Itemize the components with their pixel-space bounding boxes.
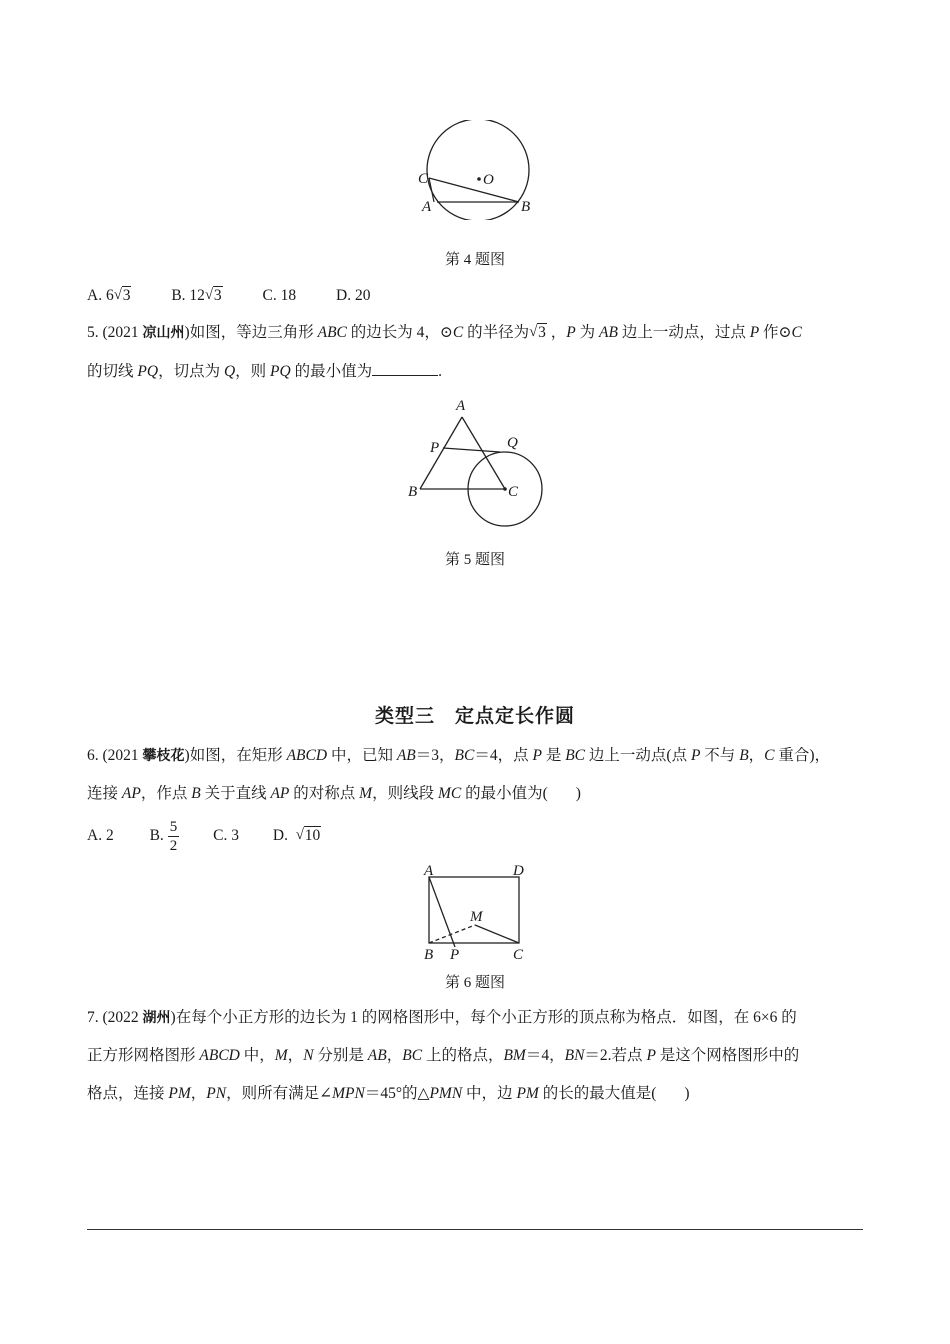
- q6-option-a: A. 2: [87, 827, 114, 845]
- q4-option-d: D. 20: [336, 287, 371, 304]
- q4-label-C: C: [418, 171, 429, 187]
- q6-option-b: B. $\frac{5}{2}$: [149, 819, 178, 854]
- q7-line1: 7. (2022 湖州)在每个小正方形的边长为 1 的网格图形中，每个小正方形的顶点称为格点．如图，在 6×6 的: [87, 1009, 797, 1026]
- q5-line2: 的切线 PQ，切点为 Q，则 PQ 的最小值为 .: [87, 363, 442, 380]
- q4-option-b: B. 12 √ 3: [171, 287, 222, 304]
- sqrt-symbol: √ 3: [204, 287, 222, 304]
- q4-options: [87, 286, 406, 306]
- q6-label-C: C: [513, 947, 524, 963]
- q4-option-c: C. 18: [262, 287, 297, 304]
- q6-line2: 连接 AP，作点 B 关于直线 AP 的对称点 M，则线段 MC 的最小值为( ): [87, 785, 581, 802]
- q6-option-c: C. 3: [213, 827, 240, 845]
- q5-label-B: B: [408, 484, 418, 500]
- q6-label-M: M: [470, 909, 483, 925]
- q6-label-B: B: [424, 947, 434, 963]
- q4-label-B: B: [521, 199, 531, 215]
- q6-options: [87, 818, 357, 855]
- section-title: 类型三 定点定长作圆: [374, 705, 575, 727]
- q6-label-P: P: [450, 947, 460, 963]
- q5-label-P: P: [430, 440, 440, 456]
- q5-label-C: C: [508, 484, 519, 500]
- q5-answer-blank[interactable]: [372, 361, 438, 376]
- q5-line1: 5. (2021 凉山州)如图，等边三角形 ABC 的边长为 4，⊙C 的半径为 √ 3 ，P 为 AB 边上一动点，过点 P 作⊙C: [87, 324, 802, 341]
- q6-option-d: D. √ 10: [273, 818, 321, 854]
- q6-line1: 6. (2021 攀枝花)如图，在矩形 ABCD 中，已知 AB＝3，BC＝4，点 P 是 BC 边上一动点(点 P 不与 B，C 重合)，: [87, 747, 831, 764]
- fraction: $\frac{5}{2}$: [169, 819, 178, 854]
- sqrt-symbol: √ 3: [113, 287, 131, 304]
- q7-line3: 格点，连接 PM，PN，则所有满足∠MPN＝45°的△PMN 中，边 PM 的长的最大值是( ): [87, 1085, 690, 1102]
- q5-label-A: A: [456, 398, 466, 414]
- q4-option-a: A. 6 √ 3: [87, 287, 131, 304]
- q4-figure-circle: [410, 120, 550, 220]
- q5-figure-caption: 第 5 题图: [444, 552, 505, 568]
- q6-label-D: D: [513, 863, 524, 879]
- footer-divider: [87, 1229, 863, 1230]
- q4-label-O: O: [483, 172, 494, 188]
- q4-label-A: A: [422, 199, 432, 215]
- q6-figure-caption: 第 6 题图: [444, 975, 505, 991]
- q6-figure-rectangle: [400, 855, 550, 965]
- q5-figure-triangle-circle: [390, 390, 560, 535]
- q6-label-A: A: [424, 863, 434, 879]
- q4-figure-caption: 第 4 题图: [444, 252, 505, 268]
- q5-label-Q: Q: [507, 435, 518, 451]
- sqrt-symbol: √ 10: [295, 827, 321, 845]
- q7-line2: 正方形网格图形 ABCD 中，M，N 分别是 AB，BC 上的格点，BM＝4，BN＝2.若点 P 是这个网格图形中的: [87, 1047, 800, 1064]
